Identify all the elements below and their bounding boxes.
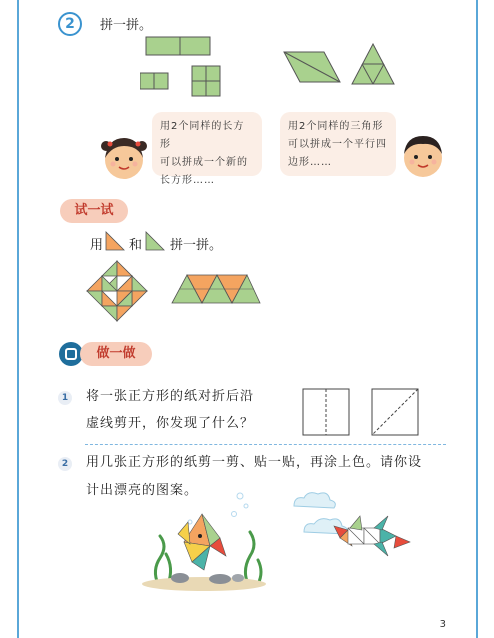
speech-bubble-left	[152, 112, 262, 186]
boy-avatar	[398, 130, 448, 180]
exercise-1-line2: 虚线剪开，你发现了什么？	[86, 416, 255, 431]
bubble-left-line3: 长方形……	[160, 175, 215, 186]
exercise-divider	[85, 444, 446, 445]
do-label: 做一做	[80, 342, 152, 366]
bubble-left-line1: 用2个同样的长方形	[160, 121, 245, 150]
bubble-right-line2: 可以拼成一个平行四	[288, 139, 387, 150]
fold-square-vertical	[302, 388, 350, 436]
try-suffix: 拼一拼。	[170, 238, 223, 253]
rect-long-left	[146, 37, 180, 55]
orange-triangle-icon	[104, 230, 126, 252]
square-grid-tl	[192, 66, 206, 81]
instruction-title: 拼一拼。	[100, 18, 153, 33]
green-triangle-icon	[144, 230, 166, 252]
bubble-left-line2: 可以拼成一个新的	[160, 157, 248, 168]
try-middle: 和	[129, 238, 143, 253]
fold-square-diagonal	[371, 388, 419, 436]
exercise-2-line2: 计出漂亮的图案。	[86, 483, 199, 498]
girl-avatar	[100, 132, 150, 180]
speech-bubble-right	[280, 112, 396, 176]
rect-long-right	[180, 37, 210, 55]
try-prefix: 用	[90, 238, 104, 253]
square-grid-tr	[206, 66, 220, 81]
rect-small-right	[154, 73, 168, 89]
try-label: 试一试	[60, 199, 128, 223]
page-number: 3	[439, 619, 446, 630]
exercise-2-line1: 用几张正方形的纸剪一剪、贴一贴，再涂上色。请你设	[86, 455, 423, 470]
square-grid-bl	[192, 81, 206, 96]
exercise-1-line1: 将一张正方形的纸对折后沿	[86, 389, 255, 404]
section-number-badge: 2	[58, 12, 82, 36]
bubble-right-line3: 边形……	[288, 157, 332, 168]
strip-pattern	[170, 272, 262, 306]
rect-small-left	[140, 73, 154, 89]
clouds-rocket-illustration	[290, 490, 420, 562]
square-grid-br	[206, 81, 220, 96]
exercise-1-number: 1	[58, 391, 72, 405]
bubble-right-line1: 用2个同样的三角形	[288, 121, 384, 132]
exercise-2-number: 2	[58, 457, 72, 471]
diamond-pattern	[86, 260, 148, 322]
rectangle-puzzles	[140, 34, 230, 100]
triangle-puzzles	[280, 42, 400, 90]
underwater-illustration	[140, 492, 272, 592]
